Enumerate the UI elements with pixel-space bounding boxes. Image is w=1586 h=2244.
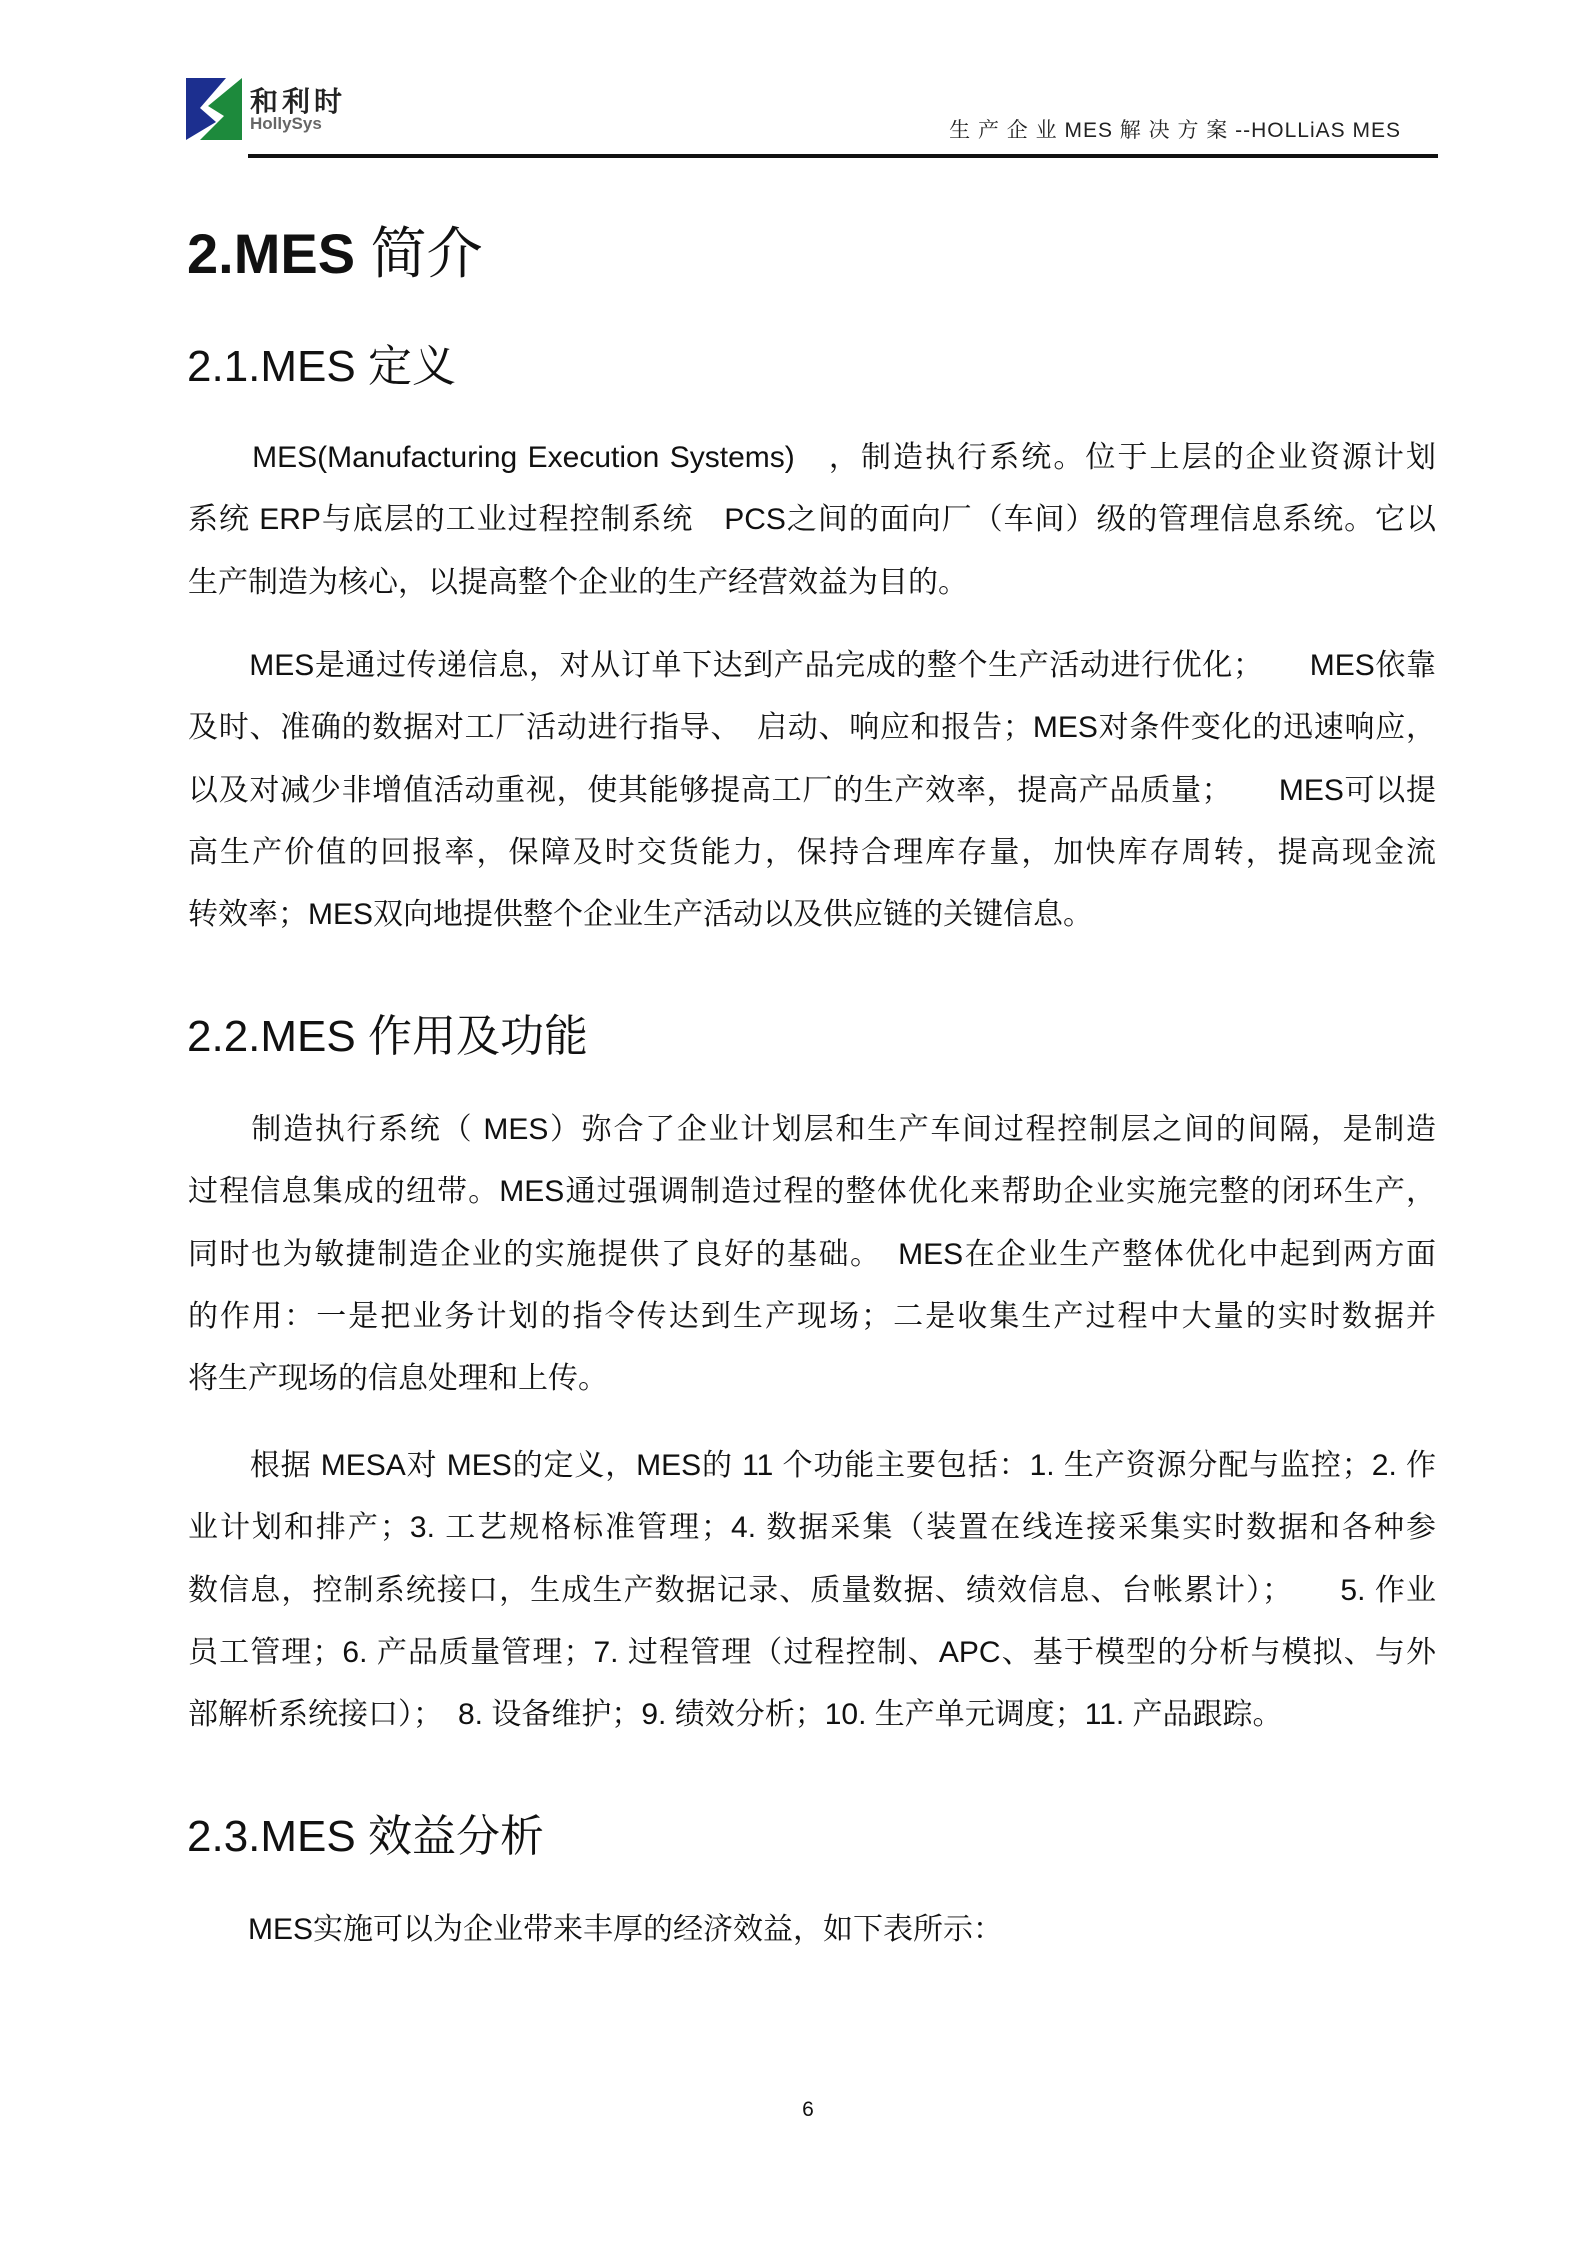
- header-rule: [248, 154, 1438, 158]
- text-line: 生产制造为核心，以提高整个企业的生产经营效益为目的。: [188, 565, 968, 599]
- text-line: 制造执行系统（ MES）弥合了企业计划层和生产车间过程控制层之间的间隔，是制造: [188, 1113, 1436, 1146]
- logo-cn: 和利时: [250, 85, 347, 118]
- page-number: 6: [802, 2098, 814, 2121]
- text-line: 数信息，控制系统接口，生成生产数据记录、质量数据、绩效信息、台帐累计）； 5. 作业: [188, 1573, 1436, 1607]
- chapter-title: [187, 210, 483, 290]
- text-line: MES(Manufacturing Execution Systems) ，制造执行系统。位于上层的企业资源计划: [188, 441, 1436, 474]
- logo-en: HollySys: [250, 114, 322, 133]
- text-line: MES实施可以为企业带来丰厚的经济效益，如下表所示：: [188, 1913, 1004, 1946]
- text-line: 同时也为敏捷制造企业的实施提供了良好的基础。 MES在企业生产整体优化中起到两方面: [188, 1237, 1436, 1271]
- text-line: 将生产现场的信息处理和上传。: [188, 1362, 608, 1396]
- text-line: 高生产价值的回报率，保障及时交货能力，保持合理库存量，加快库存周转，提高现金流: [188, 835, 1436, 869]
- text-line: 业计划和排产；3. 工艺规格标准管理；4. 数据采集（装置在线连接采集实时数据和各种参: [188, 1511, 1436, 1545]
- text-line: 及时、准确的数据对工厂活动进行指导、 启动、响应和报告；MES对条件变化的迅速响应，: [188, 711, 1436, 745]
- text-line: MES是通过传递信息，对从订单下达到产品完成的整个生产活动进行优化； MES依靠: [188, 649, 1436, 682]
- hollysys-logo-icon: [186, 78, 242, 140]
- header-title: 生 产 企 业 MES 解 决 方 案 --HOLLiAS MES: [949, 119, 1401, 142]
- text-line: 部解析系统接口）； 8. 设备维护；9. 绩效分析；10. 生产单元调度；11. 产品跟踪。: [188, 1698, 1283, 1732]
- section-title-2-2: 2.2.MES 作用及功能: [187, 1012, 588, 1061]
- text-line: 转效率；MES双向地提供整个企业生产活动以及供应链的关键信息。: [188, 898, 1094, 932]
- text-line: 员工管理；6. 产品质量管理；7. 过程管理（过程控制、APC、基于模型的分析与模拟、与外: [188, 1635, 1436, 1669]
- section-title-2-1: 2.1.MES 定义: [187, 342, 456, 391]
- chapter-num: 2.MES: [187, 222, 371, 285]
- text-line: 过程信息集成的纽带。MES通过强调制造过程的整体优化来帮助企业实施完整的闭环生产，: [188, 1175, 1436, 1209]
- text-line: 根据 MESA对 MES的定义，MES的 11 个功能主要包括：1. 生产资源分配与监控；2. 作: [188, 1449, 1436, 1482]
- section-title-2-3: 2.3.MES 效益分析: [187, 1812, 544, 1861]
- text-line: 以及对减少非增值活动重视，使其能够提高工厂的生产效率，提高产品质量； MES可以提: [188, 773, 1436, 807]
- text-line: 系统 ERP与底层的工业过程控制系统 PCS之间的面向厂（车间）级的管理信息系统。它以: [188, 503, 1436, 537]
- text-line: 的作用：一是把业务计划的指令传达到生产现场；二是收集生产过程中大量的实时数据并: [188, 1299, 1436, 1333]
- chapter-cn: 简介: [370, 222, 483, 285]
